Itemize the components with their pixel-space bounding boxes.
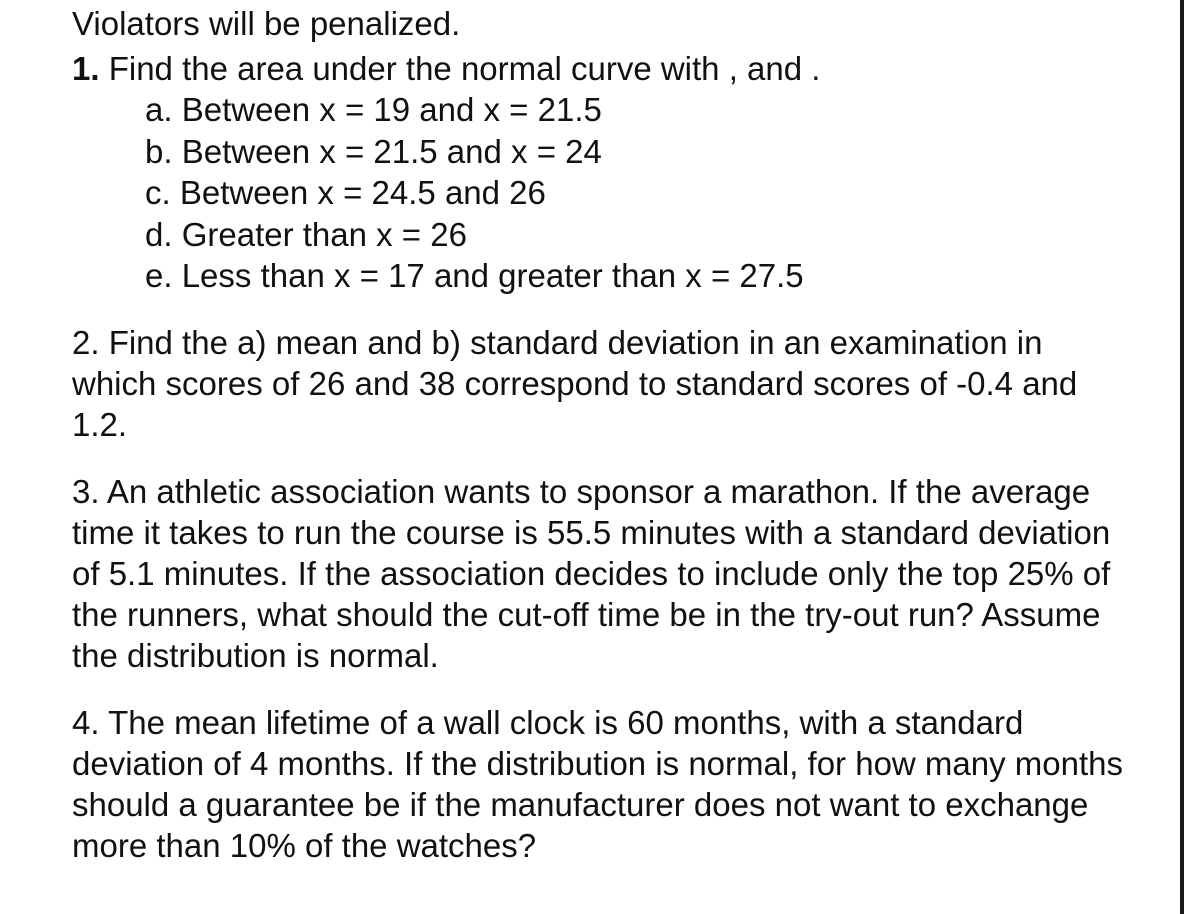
question-4-text: 4. The mean lifetime of a wall clock is 60 months, with a standard deviation of 4 months. If the distribution is normal, for how many months should a guarantee be if the manufacturer does not want to exchange more than 10% of the watches? — [72, 704, 1124, 864]
subitem-b-label: b. — [145, 132, 173, 170]
subitem-a-label: a. — [145, 91, 173, 128]
subitem-e-label: e. — [145, 257, 173, 294]
subitem-d-label: d. — [145, 215, 173, 253]
question-1-number: 1. — [72, 50, 100, 87]
question-3 — [72, 471, 1132, 676]
violation-notice: Violators will be penalized. — [72, 5, 461, 42]
subitem-b-text: Between x = 21.5 and x = 24 — [181, 132, 602, 170]
question-1-text: Find the area under the normal curve with , and . — [108, 50, 821, 87]
subitem-e-text: Less than x = 17 and greater than x = 27.5 — [181, 257, 804, 294]
subitem-a — [145, 89, 804, 131]
subitem-c — [145, 172, 804, 214]
question-4 — [72, 702, 1132, 866]
question-3-text: 3. An athletic association wants to sponsor a marathon. If the average time it takes to run the course is 55.5 minutes with a standard deviation of 5.1 minutes. If the association decides to include only the top 25% of the runners, what should the cut-off time be in the try-out run? Assume the distribution is normal. — [72, 473, 1111, 674]
subitem-b — [145, 131, 804, 173]
question-1-stem — [72, 48, 1132, 89]
subitem-e — [145, 255, 804, 297]
subitem-c-label: c. — [145, 174, 171, 211]
question-2 — [72, 322, 1132, 445]
subitem-d-text: Greater than x = 26 — [181, 215, 467, 253]
subitem-d — [145, 214, 804, 256]
subitem-a-text: Between x = 19 and x = 21.5 — [181, 91, 602, 128]
question-1-subitems — [145, 89, 804, 297]
subitem-c-text: Between x = 24.5 and 26 — [179, 174, 546, 211]
question-2-text: 2. Find the a) mean and b) standard deviation in an examination in which scores of 26 and 38 correspond to standard scores of -0.4 and 1.2. — [72, 324, 1078, 443]
page-right-border — [1180, 0, 1184, 914]
